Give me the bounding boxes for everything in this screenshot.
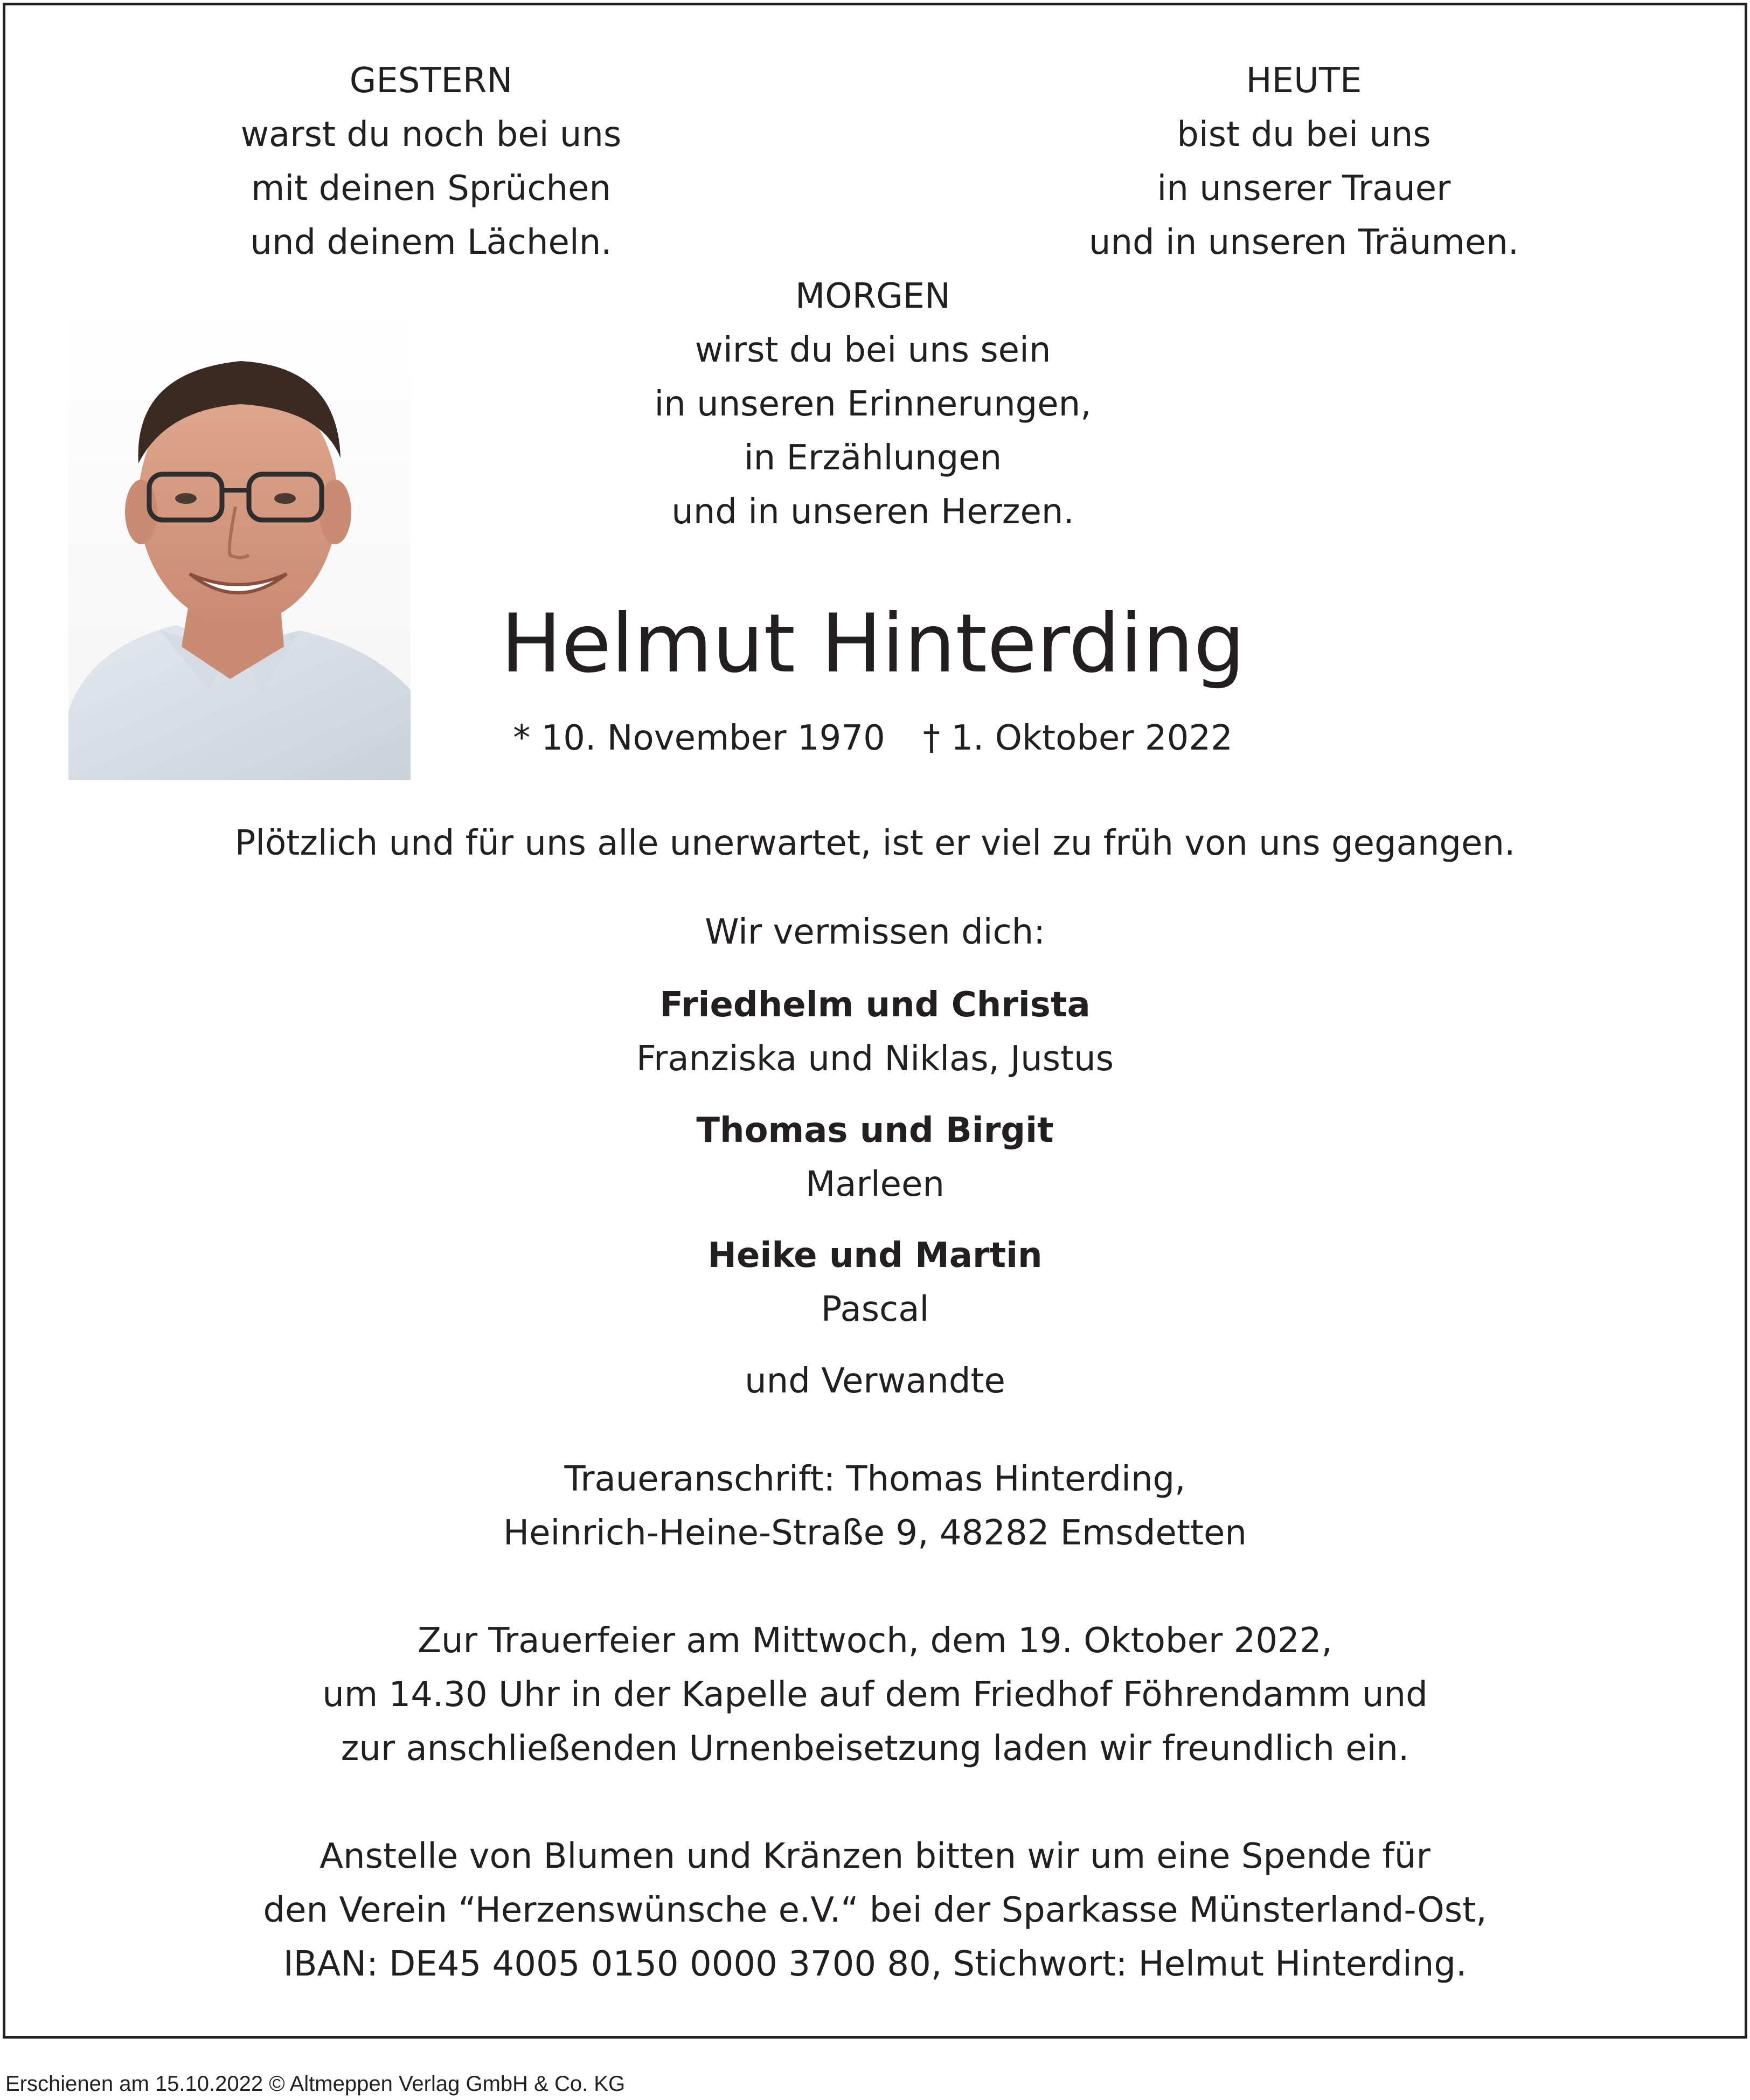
portrait-illustration bbox=[68, 302, 411, 780]
poem-line: in Erzählungen bbox=[744, 438, 1002, 478]
poem-line: und deinem Lächeln. bbox=[250, 223, 612, 262]
family-members: Marleen bbox=[805, 1165, 945, 1204]
ceremony-line: Zur Trauerfeier am Mittwoch, dem 19. Oktober 2022, bbox=[418, 1621, 1332, 1661]
miss-intro: Wir vermissen dich: bbox=[705, 912, 1045, 952]
family-head: Heike und Martin bbox=[707, 1236, 1043, 1276]
ceremony-line: zur anschließenden Urnenbeisetzung laden wir freundlich ein. bbox=[341, 1729, 1409, 1769]
poem-line: und in unseren Herzen. bbox=[671, 492, 1074, 532]
family-members: Franziska und Niklas, Justus bbox=[636, 1039, 1114, 1079]
poem-line: bist du bei uns bbox=[1177, 115, 1431, 155]
poem-line: HEUTE bbox=[1246, 61, 1362, 101]
deceased-name: Helmut Hinterding bbox=[501, 597, 1245, 691]
poem-today bbox=[1034, 54, 1573, 269]
statement: Plötzlich und für uns alle unerwartet, ist er viel zu früh von uns gegangen. bbox=[234, 823, 1516, 863]
donation-line: IBAN: DE45 4005 0150 0000 3700 80, Stichwort: Helmut Hinterding. bbox=[283, 1944, 1467, 1984]
address-line: Heinrich-Heine-Straße 9, 48282 Emsdetten bbox=[503, 1513, 1247, 1553]
poem-line: wirst du bei uns sein bbox=[695, 330, 1051, 370]
relatives: und Verwandte bbox=[745, 1361, 1005, 1401]
poem-line: und in unseren Träumen. bbox=[1088, 223, 1519, 262]
poem-line: MORGEN bbox=[795, 276, 950, 316]
ceremony-line: um 14.30 Uhr in der Kapelle auf dem Friedhof Föhrendamm und bbox=[322, 1675, 1428, 1715]
birth-date: * 10. November 1970 bbox=[513, 718, 885, 758]
donation-line: Anstelle von Blumen und Kränzen bitten wir um eine Spende für bbox=[320, 1836, 1430, 1876]
poem-tomorrow bbox=[603, 269, 1142, 539]
poem-line: GESTERN bbox=[349, 61, 513, 101]
poem-yesterday bbox=[162, 54, 700, 269]
family-members: Pascal bbox=[821, 1290, 929, 1329]
poem-line: warst du noch bei uns bbox=[240, 115, 622, 155]
portrait-photo bbox=[68, 302, 411, 780]
poem-line: in unserer Trauer bbox=[1157, 169, 1451, 209]
death-date: † 1. Oktober 2022 bbox=[922, 718, 1233, 758]
life-dates bbox=[409, 711, 1336, 765]
poem-line: in unseren Erinnerungen, bbox=[654, 384, 1092, 424]
donation-line: den Verein “Herzenswünsche e.V.“ bei der Sparkasse Münsterland-Ost, bbox=[263, 1890, 1487, 1930]
address-line: Traueranschrift: Thomas Hinterding, bbox=[564, 1459, 1186, 1499]
family-head: Friedhelm und Christa bbox=[659, 985, 1091, 1025]
poem-line: mit deinen Sprüchen bbox=[251, 169, 611, 209]
family-head: Thomas und Birgit bbox=[696, 1111, 1054, 1151]
publication-footer: Erschienen am 15.10.2022 © Altmeppen Verlag GmbH & Co. KG bbox=[5, 2072, 626, 2096]
